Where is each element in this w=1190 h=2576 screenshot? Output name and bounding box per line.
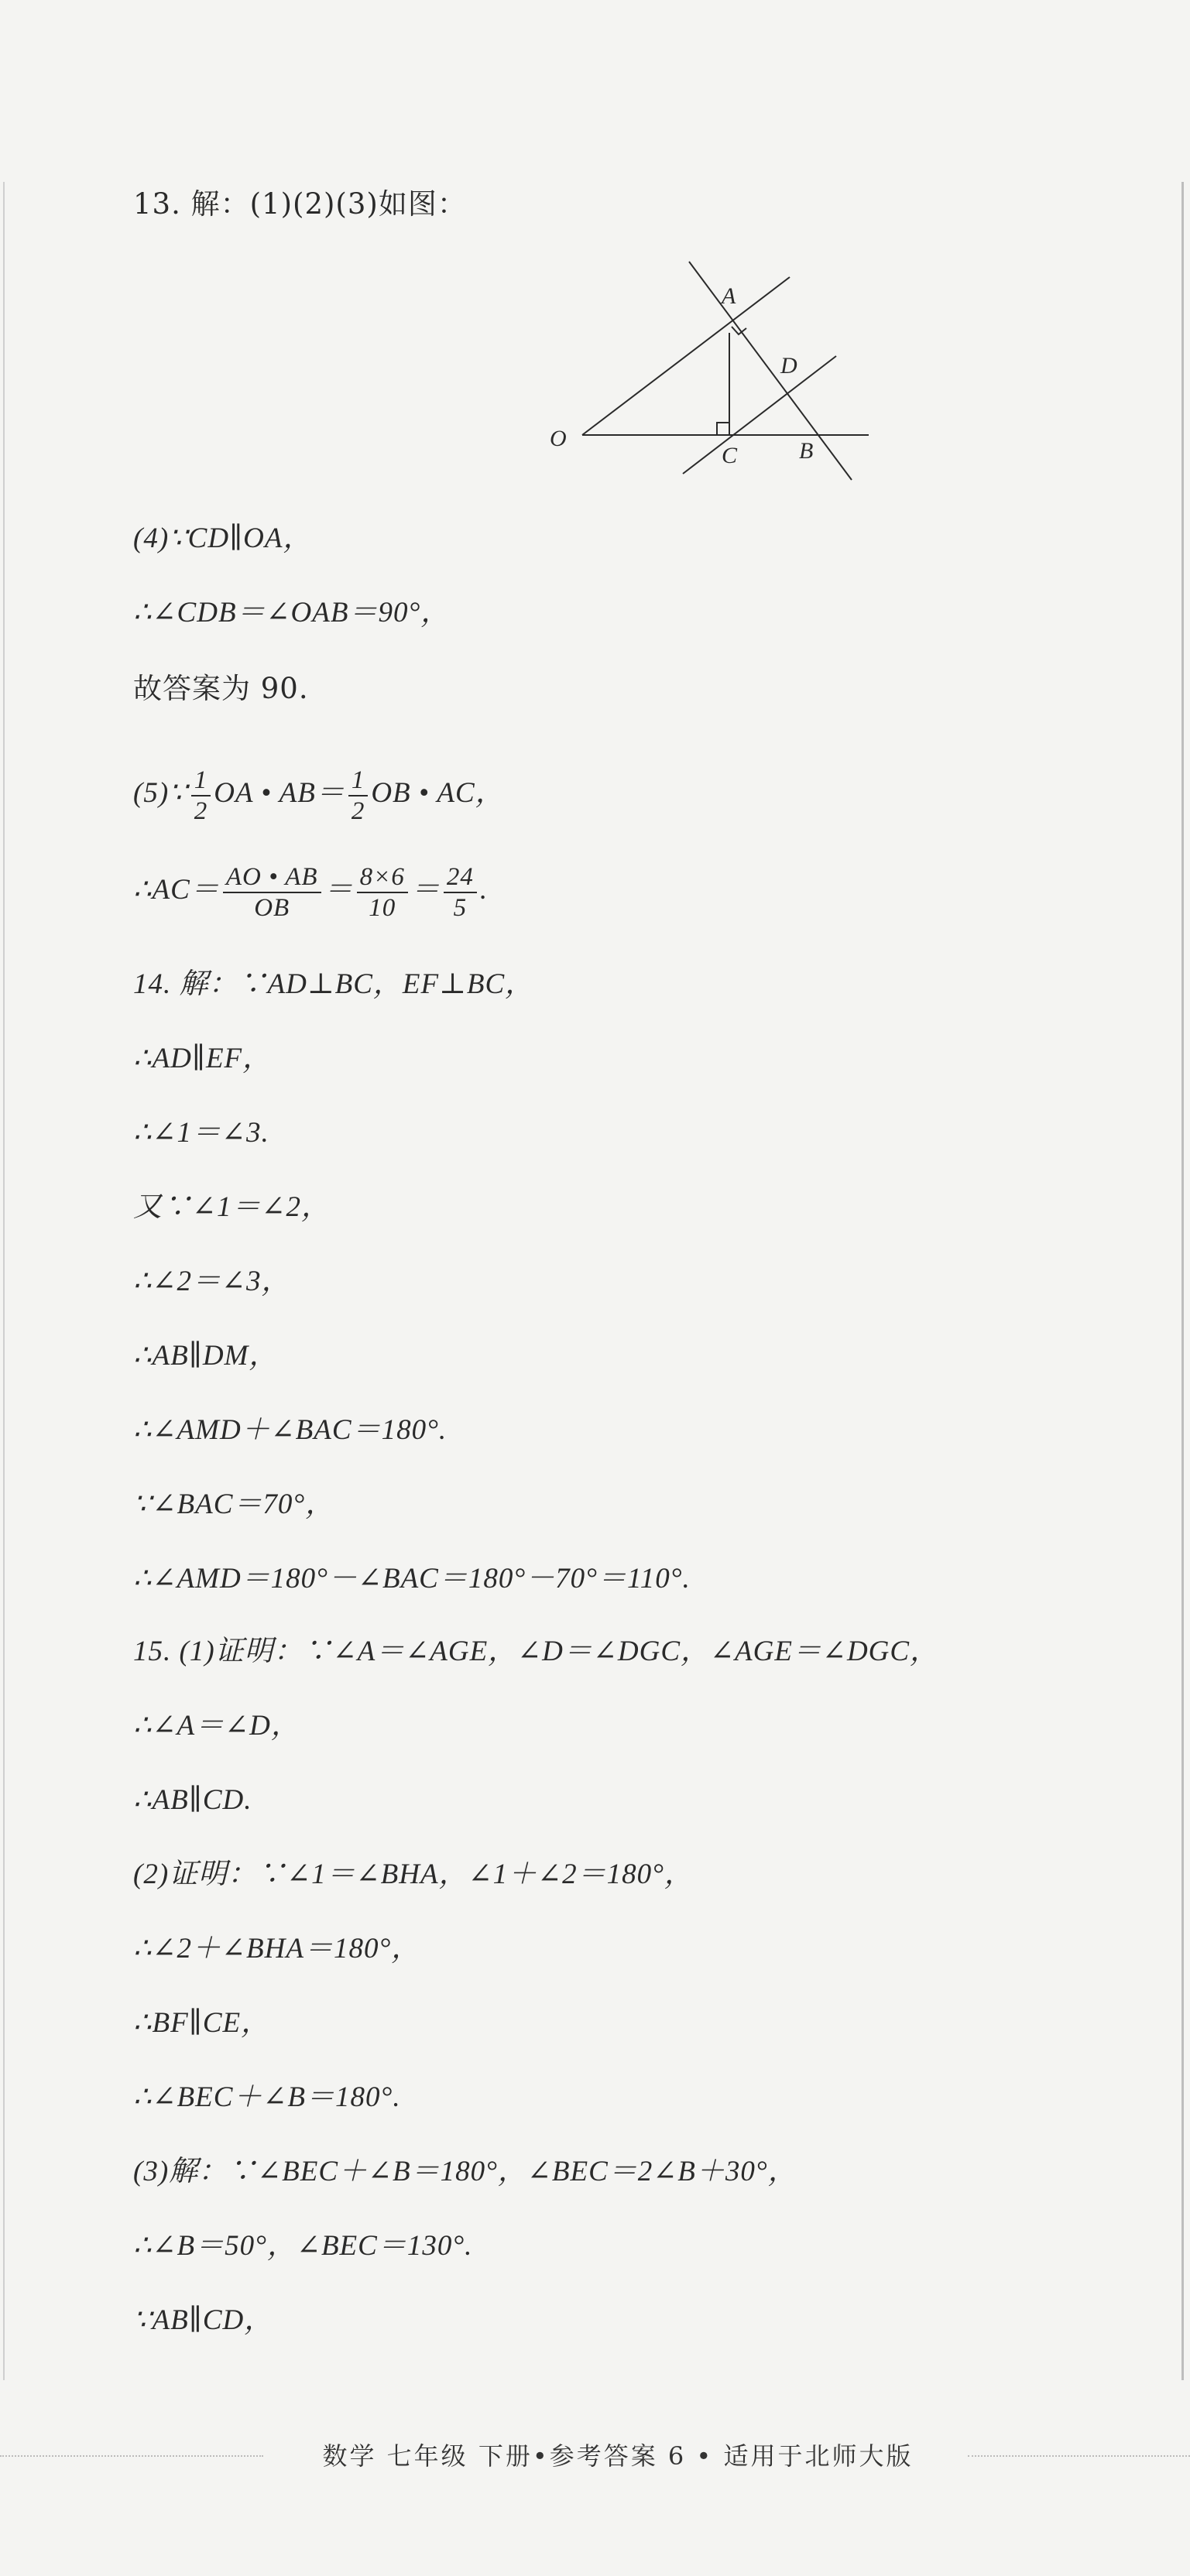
q15-part3-step2: ∵AB∥CD， bbox=[133, 2304, 274, 2336]
fraction-eight-six bbox=[357, 862, 408, 923]
fraction-half-2 bbox=[348, 766, 369, 826]
q13-part5-mid1: OA • AB＝ bbox=[214, 777, 345, 809]
q13-heading: 13. 解：(1)(2)(3)如图： bbox=[133, 187, 467, 221]
page-border-left bbox=[3, 182, 5, 2380]
q14-step5: ∴AB∥DM， bbox=[133, 1340, 279, 1372]
q15-step2: ∴AB∥CD. bbox=[133, 1784, 252, 1816]
label-c: C bbox=[722, 443, 738, 468]
q15-part2-step2: ∴BF∥CE， bbox=[133, 2007, 271, 2039]
q13-part5 bbox=[133, 759, 505, 828]
geometry-figure bbox=[536, 255, 876, 488]
q15-step1: ∴∠A＝∠D， bbox=[133, 1710, 300, 1742]
label-b: B bbox=[799, 438, 814, 464]
fraction-num: 1 bbox=[348, 766, 369, 796]
q14-step3: 又∵∠1＝∠2， bbox=[133, 1191, 331, 1223]
fraction-den: OB bbox=[254, 893, 290, 922]
page-border-right bbox=[1181, 182, 1184, 2380]
equals-sign: ＝ bbox=[324, 874, 354, 906]
q14-step2: ∴∠1＝∠3. bbox=[133, 1117, 269, 1149]
q14-step4: ∴∠2＝∠3， bbox=[133, 1266, 291, 1297]
label-d: D bbox=[780, 353, 797, 379]
q15-part3: (3)解：∵∠BEC＋∠B＝180°，∠BEC＝2∠B＋30°， bbox=[133, 2156, 797, 2187]
fraction-num: 8×6 bbox=[357, 862, 408, 893]
q13-part5-prefix: (5)∵ bbox=[133, 777, 188, 809]
right-angle-c bbox=[717, 423, 729, 435]
fraction-den: 10 bbox=[369, 893, 396, 922]
fraction-half-1 bbox=[191, 766, 211, 826]
label-o: O bbox=[550, 426, 567, 451]
footer-rule-right bbox=[968, 2455, 1190, 2457]
equals-sign: ＝ bbox=[410, 874, 441, 906]
line-ab bbox=[689, 262, 852, 480]
fraction-num: AO • AB bbox=[223, 862, 321, 893]
fraction-den: 2 bbox=[194, 796, 208, 825]
fraction-den: 2 bbox=[351, 796, 365, 825]
q13-part4-angle: ∴∠CDB＝∠OAB＝90°， bbox=[133, 597, 451, 629]
q15-part2-step3: ∴∠BEC＋∠B＝180°. bbox=[133, 2081, 401, 2113]
q13-part5-result-prefix: ∴AC＝ bbox=[133, 874, 220, 906]
q15-part3-step1: ∴∠B＝50°，∠BEC＝130°. bbox=[133, 2230, 473, 2262]
q15-part2-step1: ∴∠2＋∠BHA＝180°， bbox=[133, 1933, 421, 1965]
fraction-num: 24 bbox=[444, 862, 477, 893]
q14-step8: ∴∠AMD＝180°－∠BAC＝180°－70°＝110°. bbox=[133, 1563, 691, 1595]
q13-part5-mid2: OB • AC， bbox=[371, 777, 505, 809]
label-a: A bbox=[722, 283, 736, 309]
q13-part4: (4)∵CD∥OA， bbox=[133, 522, 313, 554]
page-footer: 数学 七年级 下册•参考答案 6 • 适用于北师大版 bbox=[322, 2441, 914, 2471]
q14-heading: 14. 解：∵AD⊥BC，EF⊥BC， bbox=[133, 968, 535, 1000]
fraction-result bbox=[444, 862, 477, 923]
period: . bbox=[479, 874, 489, 906]
q15-heading: 15. (1)证明：∵∠A＝∠AGE，∠D＝∠DGC，∠AGE＝∠DGC， bbox=[133, 1636, 940, 1667]
footer-rule-left bbox=[0, 2455, 263, 2457]
q14-step6: ∴∠AMD＋∠BAC＝180°. bbox=[133, 1414, 448, 1446]
fraction-num: 1 bbox=[191, 766, 211, 796]
q13-part4-answer: 故答案为 90. bbox=[133, 672, 309, 705]
fraction-ao-ab bbox=[223, 862, 321, 923]
q14-step1: ∴AD∥EF， bbox=[133, 1043, 273, 1074]
q14-step7: ∵∠BAC＝70°， bbox=[133, 1488, 335, 1520]
q15-part2: (2)证明：∵∠1＝∠BHA，∠1＋∠2＝180°， bbox=[133, 1858, 694, 1890]
q13-part5-result bbox=[133, 855, 488, 925]
fraction-den: 5 bbox=[453, 893, 468, 922]
